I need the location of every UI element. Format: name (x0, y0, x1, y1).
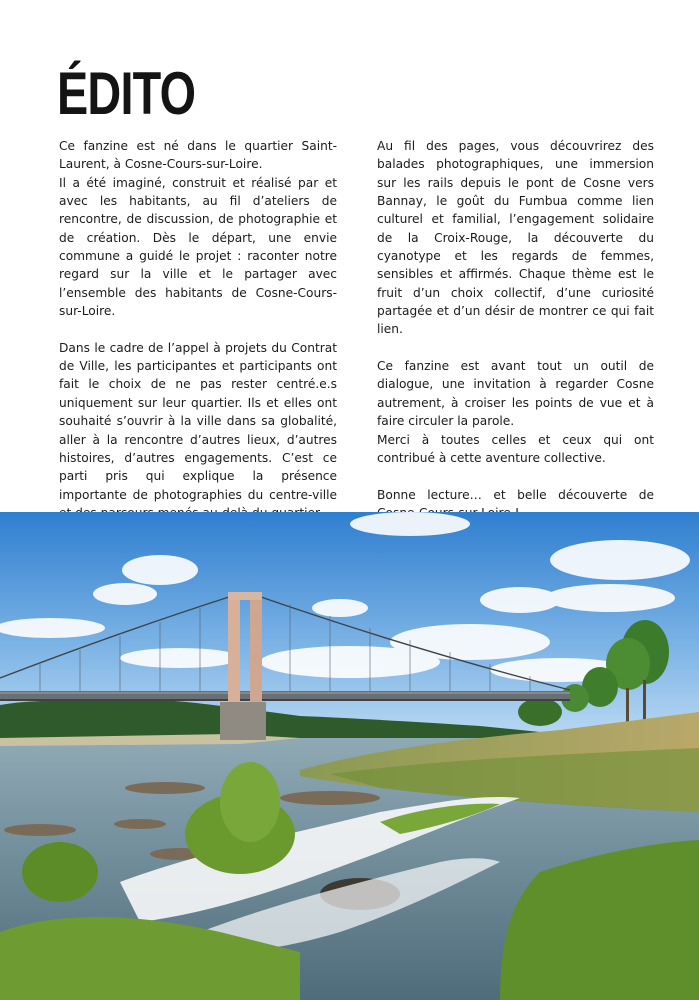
text-line: Merci à toutes celles et ceux qui ont contribué à cette aventure collective. (377, 432, 654, 465)
text-line: Il a été imaginé, construit et réalisé par et avec les habitants, au fil d’ateliers de rencontre, de discussion, de photographie et de création. Dès le départ, une envie commune a guidé le projet : raconter notre regard sur la ville et le partager avec l’ensemble des habitants de Cosne-Cours-sur-Loire. (59, 175, 337, 319)
text-line: Ce fanzine est né dans le quartier Saint-Laurent, à Cosne-Cours-sur-Loire. (59, 139, 337, 172)
intro-paragraph (59, 137, 337, 320)
page-title: ÉDITO (57, 60, 196, 127)
text-line: Bonne lecture… et belle découverte de (377, 487, 654, 502)
text-line: Dans le cadre de l’appel à projets du Contrat de Ville, les participantes et participants ont fait le choix de ne pas rester centré.e.s uniquement sur leur quartier. Ils et elles ont souhaité s’ouvrir à la ville dans sa globalité, aller à la rencontre d’autres lieux, d’autres histoires, d’autres engagements. C’est ce parti pris qui explique la présence importante de photographies du centre-ville (59, 340, 337, 502)
left-text-column (59, 137, 337, 522)
loire-bridge-photo (0, 512, 699, 1000)
text-line: Au fil des pages, vous découvrirez des balades photographiques, une immersion sur les rails depuis le pont de Cosne vers Bannay, le goût du Fumbua comme lien culturel et familial, l’engagement solidaire de la Croix-Rouge, la découverte du cyanotype et les regards de femmes, sensibles et affirmés. Chaque thème est le fruit d’un choix collectif, d’une curiosité partagée et d’un désir de montrer ce qui fait lien. (377, 139, 654, 337)
text-line: Ce fanzine est avant tout un outil de dialogue, une invitation à regarder Cosne autrement, à croiser les points de vue et à faire circuler la parole. (377, 359, 654, 429)
contrat-de-ville-paragraph (59, 339, 337, 522)
contents-paragraph (377, 137, 654, 339)
right-text-column (377, 137, 654, 522)
dialogue-paragraph (377, 357, 654, 467)
